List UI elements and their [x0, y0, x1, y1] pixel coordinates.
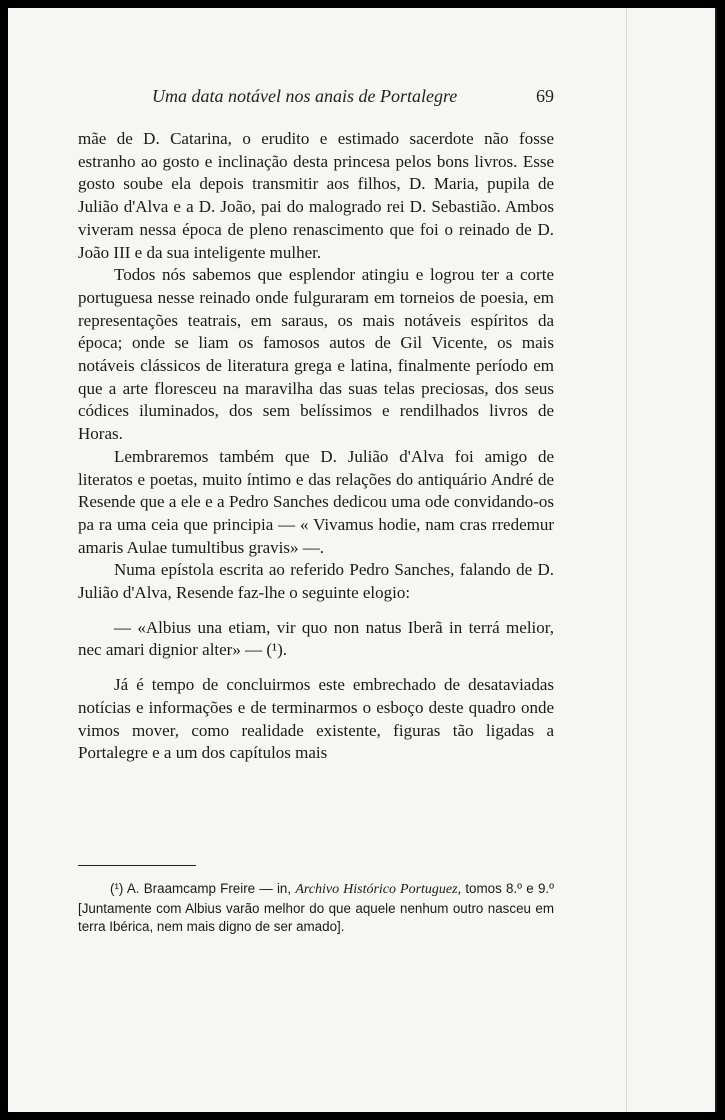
footnote-rule — [78, 865, 196, 866]
running-title: Uma data notável nos anais de Portalegre — [152, 86, 458, 106]
paragraph-5: Já é tempo de concluirmos este embrechado de desataviadas notícias e informações e de terminarmos o esboço deste quadro onde vimos mover, como realidade existente, figuras tão ligadas a Portalegre e a um dos capítulos mais — [78, 675, 554, 763]
paragraph-4: Numa epístola escrita ao referido Pedro Sanches, falando de D. Julião d'Alva, Resende faz-lhe o seguinte elogio: — [78, 560, 554, 603]
footnote-lead: A. Braamcamp Freire — in, — [126, 881, 292, 896]
body-text — [78, 128, 554, 765]
footnote-work-title: Archivo Histórico Portuguez, — [295, 882, 462, 897]
page-header — [152, 86, 554, 112]
page-fold-shadow — [626, 8, 627, 1112]
footnote — [78, 880, 554, 937]
footnote-text: tomos 8.º e 9.º [Juntamente com Albius varão melhor do que aquele nenhum outro nasceu em terra Ibérica, nem mais digno de ser amado]. — [78, 881, 554, 934]
latin-quote: — «Albius una etiam, vir quo non natus Iberã in terrá melior, nec amari dignior alter» — (¹). — [78, 617, 554, 660]
footnote-marker: (¹) — [110, 881, 124, 896]
paragraph-3: Lembraremos também que D. Julião d'Alva foi amigo de literatos e poetas, muito íntimo e das relações do antiquário André de Resende que a ele e a Pedro Sanches dedicou uma ode convidando-os pa ra uma ceia que principia — « Vivamus hodie, nam cras rredemur amaris Aulae tumultibus gravis» —. — [78, 446, 554, 557]
paragraph-1: mãe de D. Catarina, o erudito e estimado sacerdote não fosse estranho ao gosto e inclinação desta princesa pelos bons livros. Esse gosto soube ela depois transmitir aos filhos, D. Maria, pupila de Julião d'Alva e a D. João, pai do malogrado rei D. Sebastião. Ambos viveram nessa época de pleno renascimento que foi o reinado de D. João III e da sua inteligente mulher. — [78, 129, 554, 262]
paragraph-2: Todos nós sabemos que esplendor atingiu e logrou ter a corte portuguesa nesse reinado onde fulguraram em torneios de poesia, em representações teatrais, em saraus, os mais notáveis espíritos da época; onde se liam os famosos autos de Gil Vicente, os mais notáveis clássicos de literatura grega e latina, finalmente período em que a arte floresceu na maravilha das suas telas preciosas, dos seus códices iluminados, dos sem belíssimos e rendilhados livros de Horas. — [78, 265, 554, 444]
page-number: 69 — [536, 86, 554, 106]
